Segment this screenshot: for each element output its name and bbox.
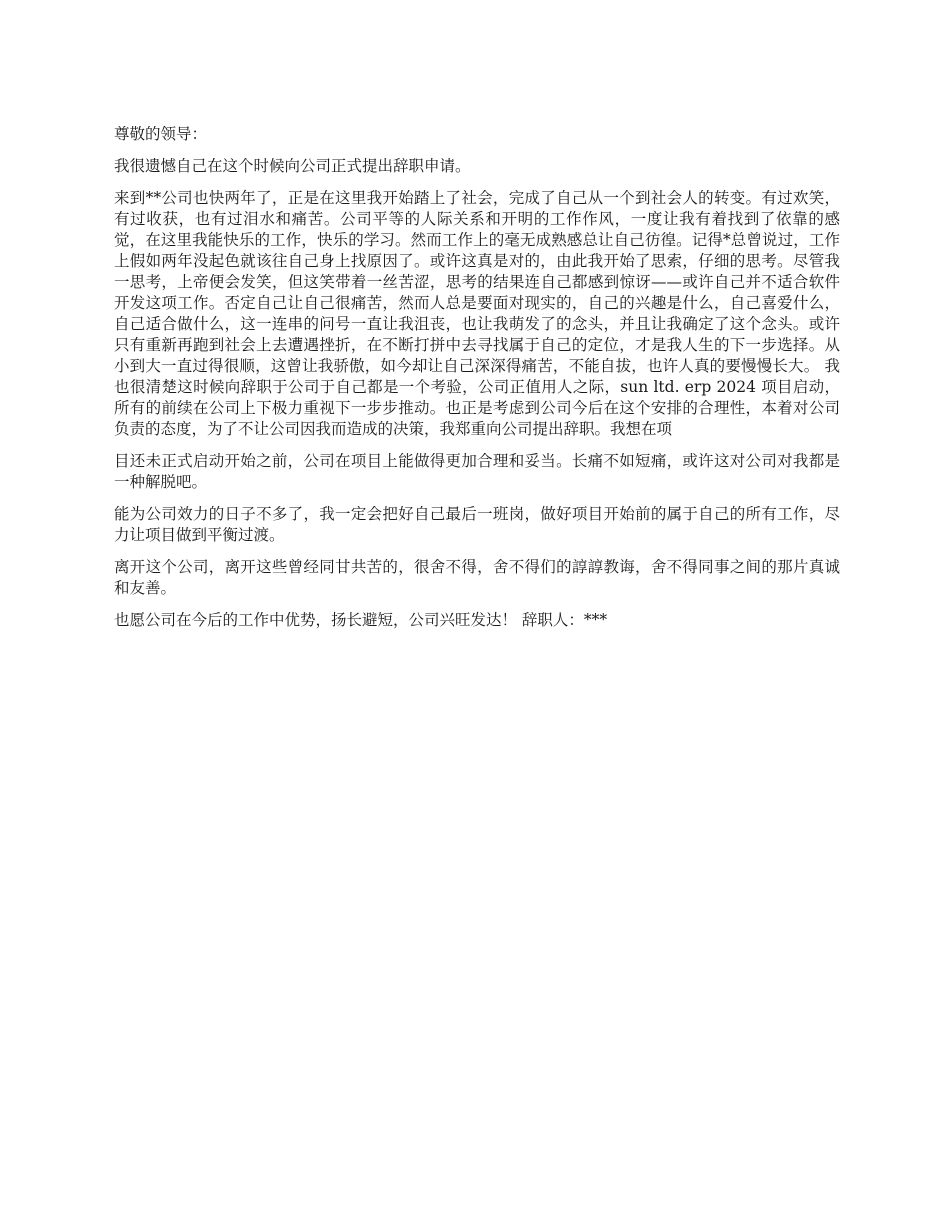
paragraph-main: 来到**公司也快两年了，正是在这里我开始踏上了社会，完成了自己从一个到社会人的转变。有过欢笑，有过收获，也有过泪水和痛苦。公司平等的人际关系和开明的工作作风，一度让我有着找到了依靠的感觉，在这里我能快乐的工作，快乐的学习。然而工作上的毫无成熟感总让自己彷徨。记得*总曾说过，工作上假如两年没起色就该往自己身上找原因了。或许这真是对的，由此我开始了思索，仔细的思考。尽管我一思考，上帝便会发笑，但这笑带着一丝苦涩，思考的结果连自己都感到惊讶——或许自己并不适合软件开发这项工作。否定自己让自己很痛苦，然而人总是要面对现实的，自己的兴趣是什么，自己喜爱什么，自己适合做什么，这一连串的问号一直让我沮丧，也让我萌发了的念头，并且让我确定了这个念头。或许只有重新再跑到社会上去遭遇挫折，在不断打拼中去寻找属于自己的定位，才是我人生的下一步选择。从小到大一直过得很顺，这曾让我骄傲，如今却让自己深深得痛苦，不能自拔，也许人真的要慢慢长大。 我也很清楚这时候向辞职于公司于自己都是一个考验，公司正值用人之际，sun ltd. erp 2024 项目启动，所有的前续在公司上下极力重视下一步步推动。也正是考虑到公司今后在这个安排的合理性，本着对公司负责的态度，为了不让公司因我而造成的决策，我郑重向公司提出辞职。我想在项 <box>114 189 840 438</box>
document-body <box>114 124 840 642</box>
paragraph-commitment: 能为公司效力的日子不多了，我一定会把好自己最后一班岗，做好项目开始前的属于自己的所有工作，尽力让项目做到平衡过渡。 <box>114 505 840 544</box>
paragraph-closing-signature: 也愿公司在今后的工作中优势，扬长避短，公司兴旺发达！ 辞职人：*** <box>114 611 608 629</box>
paragraph-intro: 我很遗憾自己在这个时候向公司正式提出辞职申请。 <box>114 157 471 175</box>
salutation: 尊敬的领导： <box>114 125 208 143</box>
paragraph-continuation: 目还未正式启动开始之前，公司在项目上能做得更加合理和妥当。长痛不如短痛，或许这对公司对我都是一种解脱吧。 <box>114 452 840 491</box>
paragraph-farewell: 离开这个公司，离开这些曾经同甘共苦的，很舍不得，舍不得们的諄諄教诲，舍不得同事之间的那片真诚和友善。 <box>114 558 840 597</box>
